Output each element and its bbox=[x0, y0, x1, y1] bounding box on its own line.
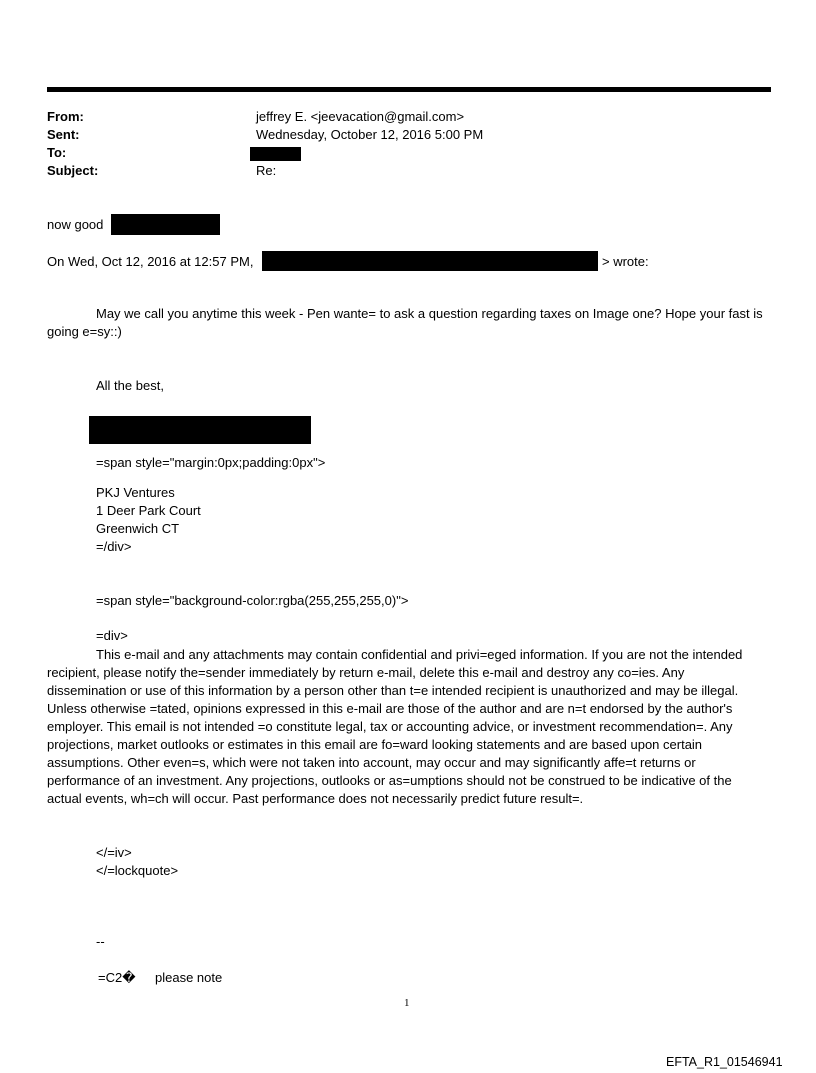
subject-label: Subject: bbox=[47, 163, 99, 178]
span-background-code: =span style="background-color:rgba(255,255,255,0)"> bbox=[96, 593, 409, 608]
redaction-sender bbox=[262, 251, 598, 271]
to-label: To: bbox=[47, 145, 67, 160]
redaction-to bbox=[250, 147, 301, 161]
redaction-signature bbox=[89, 416, 311, 444]
c2-marker: =C2� bbox=[98, 970, 136, 985]
address-line-2: Greenwich CT bbox=[96, 521, 180, 536]
quote-suffix: > wrote: bbox=[602, 254, 649, 269]
div-open-code: =div> bbox=[96, 628, 128, 643]
signature-dashes: -- bbox=[96, 934, 105, 949]
bates-number: EFTA_R1_01546941 bbox=[666, 1055, 783, 1069]
message-text: May we call you anytime this week - Pen wante= to ask a question regarding taxes on Image one? Hope your fast is going e=sy::) bbox=[47, 306, 763, 339]
sent-label: Sent: bbox=[47, 127, 80, 142]
close-blockquote-code: </=lockquote> bbox=[96, 863, 179, 878]
disclaimer-text: This e-mail and any attachments may contain confidential and privi=eged information. If you are not the intended recipient, please notify the=sender immediately by return e-mail, delete this e-mail and destroy any co=ies. Any dissemination or use of this information by a person other than t=e intended recipient is unauthorized and may be illegal. Unless otherwise =tated, opinions expressed in this e-mail are those of the author and are n=t endorsed by the author's employer. This email is not intended =o constitute legal, tax or accounting advice, or investment recommendation=. Any projections, market outlooks or estimates in this email are fo=ward looking statements and are based upon certain assumptions. Other even=s, which were not taken into account, may occur and may significantly affe=t returns or performance of an investment. Any projections, outlooks or as=umptions should not be construed to be indicative of the actual events, wh=ch will occur. Past performance does not necessarily predict future result=. bbox=[47, 647, 743, 806]
please-note-text: please note bbox=[155, 970, 223, 985]
reply-text: now good bbox=[47, 217, 104, 232]
message-paragraph bbox=[47, 305, 765, 341]
sent-value: Wednesday, October 12, 2016 5:00 PM bbox=[256, 127, 484, 142]
div-close-code: =/div> bbox=[96, 539, 132, 554]
close-iv-code: </=iv> bbox=[96, 845, 132, 860]
redaction-reply bbox=[111, 214, 220, 235]
disclaimer-paragraph bbox=[47, 646, 765, 808]
subject-value: Re: bbox=[256, 163, 277, 178]
closing-text: All the best, bbox=[96, 378, 164, 393]
page-number: 1 bbox=[404, 997, 410, 1009]
company-name: PKJ Ventures bbox=[96, 485, 175, 500]
address-line-1: 1 Deer Park Court bbox=[96, 503, 201, 518]
from-label: From: bbox=[47, 109, 84, 124]
header-rule bbox=[47, 87, 771, 92]
quote-prefix: On Wed, Oct 12, 2016 at 12:57 PM, bbox=[47, 254, 254, 269]
from-value: jeffrey E. <jeevacation@gmail.com> bbox=[256, 109, 465, 124]
span-margin-code: =span style="margin:0px;padding:0px"> bbox=[96, 455, 326, 470]
